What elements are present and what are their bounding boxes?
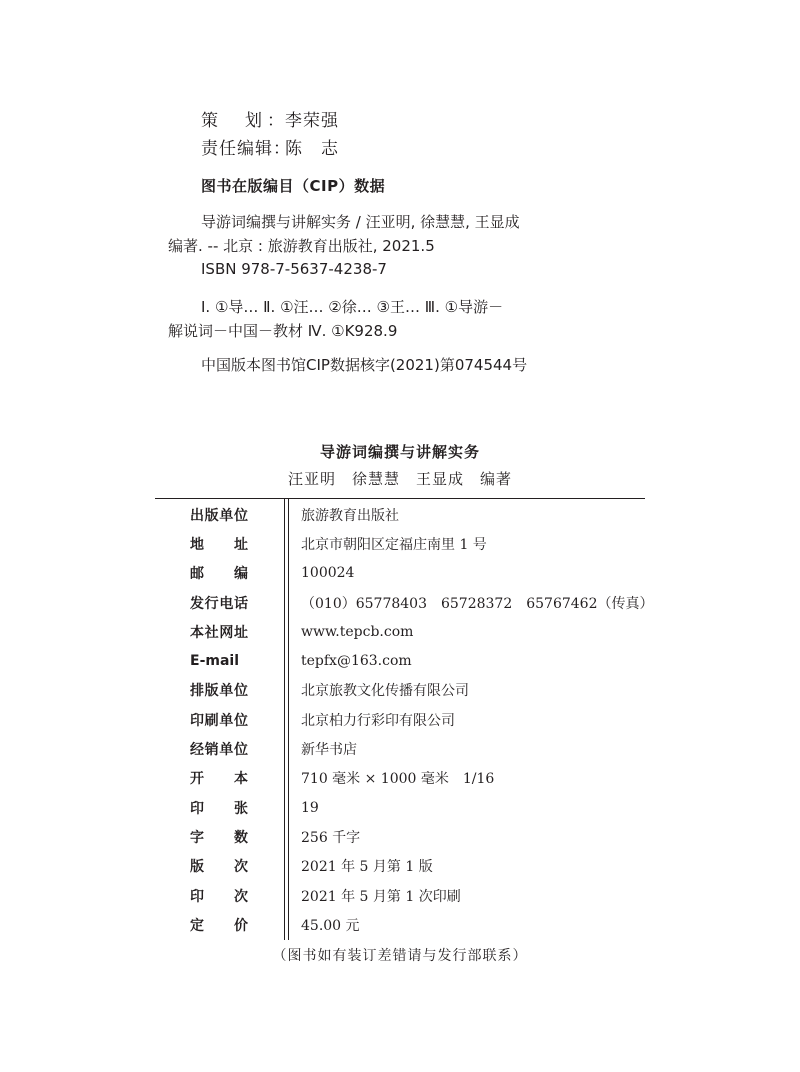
publication-info-table [155,500,654,939]
cip-line-3: ISBN 978-7-5637-4238-7 [201,260,387,278]
row-value: 2021 年 5 月第 1 版 [301,859,433,876]
row-label: E-mail [190,653,240,670]
table-row [155,852,654,881]
editor-name: 陈 志 [285,139,339,159]
cip-line-1: 导游词编撰与讲解实务 / 汪亚明, 徐慧慧, 王显成 [201,213,520,231]
row-value: 19 [301,799,319,816]
row-label: 发行电话 [190,595,248,612]
row-label: 印刷单位 [190,712,248,729]
row-label: 地址 [190,536,248,553]
table-row [155,588,654,617]
top-rule [155,498,645,499]
row-value: 新华书店 [301,742,357,759]
row-value: 710 毫米 × 1000 毫米 1/16 [301,771,495,788]
row-value: 100024 [301,565,355,582]
row-value: www.tepcb.com [301,623,414,640]
row-label: 版次 [190,859,248,876]
row-label: 本社网址 [190,624,248,641]
row-label: 排版单位 [190,683,248,700]
row-value: 45.00 元 [301,917,360,934]
table-row [155,793,654,822]
cip-line-4: Ⅰ. ①导… Ⅱ. ①汪… ②徐… ③王… Ⅲ. ①导游－ [201,298,504,316]
row-label: 出版单位 [190,507,248,524]
row-value: 北京柏力行彩印有限公司 [301,712,455,729]
row-label: 经销单位 [190,742,248,759]
book-authors: 汪亚明 徐慧慧 王显成 编著 [287,470,512,488]
planner-name: 李荣强 [285,111,339,131]
row-label: 印次 [190,888,248,905]
row-value: tepfx@163.com [301,653,412,670]
table-row [155,646,654,675]
row-value: 北京旅教文化传播有限公司 [301,683,469,700]
cip-line-2: 编著. -- 北京 : 旅游教育出版社, 2021.5 [168,237,435,255]
row-value: 256 千字 [301,829,361,846]
editor-credit [201,134,339,159]
footer-note: （图书如有装订差错请与发行部联系） [272,948,528,964]
table-row [155,764,654,793]
cip-title: 图书在版编目（CIP）数据 [201,177,386,195]
row-label: 字数 [190,829,248,846]
table-row [155,881,654,910]
row-label: 印张 [190,800,248,817]
row-value: 2021 年 5 月第 1 次印刷 [301,888,461,905]
book-title: 导游词编撰与讲解实务 [319,443,480,461]
row-label: 邮编 [190,566,248,583]
editor-label: 责任编辑： [201,139,291,159]
row-value: （010）65778403 65728372 65767462（传真） [301,595,654,612]
table-row [155,500,654,529]
row-value: 北京市朝阳区定福庄南里 1 号 [301,536,487,553]
table-row [155,910,654,939]
table-row [155,822,654,851]
cip-line-5: 解说词－中国－教材 Ⅳ. ①K928.9 [168,322,398,340]
table-row [155,559,654,588]
planner-label: 策 划： [201,111,285,131]
table-row [155,617,654,646]
table-row [155,676,654,705]
table-row [155,529,654,558]
cip-line-6: 中国版本图书馆CIP数据核字(2021)第074544号 [201,356,528,374]
planner-credit [201,106,339,131]
table-row [155,705,654,734]
row-label: 定价 [190,917,248,934]
row-value: 旅游教育出版社 [301,507,399,524]
table-row [155,734,654,763]
row-label: 开本 [190,771,248,788]
